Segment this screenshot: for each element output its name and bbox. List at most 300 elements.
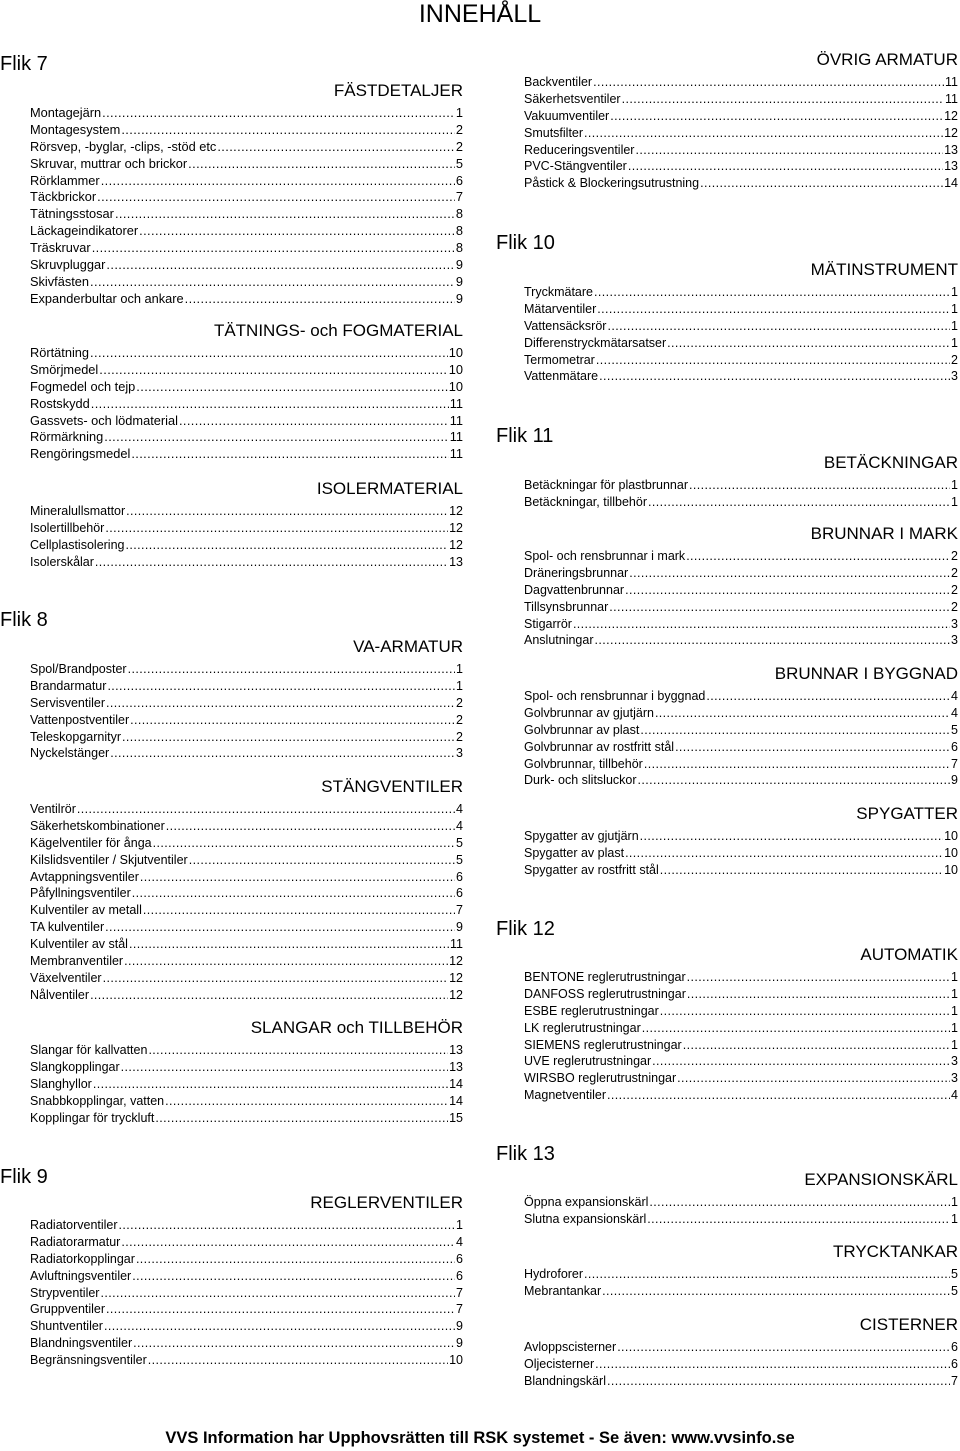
toc-entry-label: Skivfästen [30, 273, 90, 289]
toc-entry-label: DANFOSS reglerutrustningar [524, 986, 686, 1001]
toc-entry-label: Vattenmätare [524, 369, 599, 384]
toc-list [524, 1194, 958, 1228]
toc-entry-page: 11 [945, 91, 958, 106]
toc-entry-label: Kilslidsventiler / Skjutventiler [30, 852, 188, 867]
toc-entry-page: 3 [951, 616, 958, 631]
toc-entry[interactable] [524, 1373, 958, 1390]
toc-entry[interactable] [30, 1318, 463, 1335]
toc-entry-label: Nålventiler [30, 987, 90, 1002]
toc-entry[interactable] [524, 548, 958, 565]
toc-entry-page: 12 [449, 954, 463, 969]
toc-entry[interactable] [524, 969, 958, 986]
dot-leader [121, 1234, 455, 1251]
toc-entry-label: PVC-Stängventiler [524, 159, 627, 174]
dot-leader [573, 616, 950, 633]
toc-entry[interactable] [30, 936, 463, 953]
dot-leader [91, 396, 449, 413]
toc-entry-label: Radiatorkopplingar [30, 1251, 135, 1266]
section-heading: AUTOMATIK [860, 945, 958, 964]
toc-entry[interactable] [30, 429, 463, 446]
toc-entry-label: Kägelventiler för ånga [30, 835, 152, 850]
toc-list [524, 74, 958, 192]
toc-entry[interactable] [30, 554, 463, 571]
toc-entry-label: LK reglerutrustningar [524, 1020, 641, 1035]
dot-leader [140, 869, 455, 886]
toc-entry[interactable] [30, 173, 463, 190]
dot-leader [90, 987, 448, 1004]
toc-entry-page: 2 [951, 582, 958, 597]
toc-entry[interactable] [524, 632, 958, 649]
toc-entry[interactable] [30, 105, 463, 122]
toc-list [30, 661, 463, 762]
toc-entry-page: 5 [455, 155, 463, 171]
toc-entry-label: Cellplastisolering [30, 537, 125, 552]
toc-entry-page: 1 [951, 301, 958, 316]
dot-leader [101, 173, 455, 190]
toc-entry-label: Smutsfilter [524, 125, 584, 140]
section-heading: BRUNNAR I BYGGNAD [774, 664, 958, 683]
toc-entry[interactable] [524, 477, 958, 494]
toc-entry-label: Gruppventiler [30, 1302, 106, 1317]
toc-entry[interactable] [30, 745, 463, 762]
toc-entry[interactable] [30, 1268, 463, 1285]
toc-entry-label: Rengöringsmedel [30, 446, 131, 462]
toc-entry-page: 8 [455, 223, 463, 239]
toc-entry-page: 13 [449, 1043, 463, 1057]
dot-leader [77, 801, 455, 818]
toc-entry-page: 10 [448, 378, 463, 394]
toc-entry[interactable] [30, 661, 463, 678]
dot-leader [136, 379, 447, 396]
toc-entry-page: 4 [951, 1088, 958, 1103]
toc-entry-label: Dräneringsbrunnar [524, 565, 629, 580]
toc-entry[interactable] [30, 1234, 463, 1251]
toc-entry[interactable] [30, 520, 463, 537]
toc-entry[interactable] [30, 379, 463, 396]
section-heading: ISOLERMATERIAL [316, 479, 463, 498]
toc-entry-page: 2 [951, 549, 958, 563]
dot-leader [648, 494, 950, 511]
toc-entry-label: TA kulventiler [30, 920, 105, 935]
toc-entry[interactable] [30, 156, 463, 173]
toc-entry-page: 12 [449, 537, 463, 552]
dot-leader [104, 429, 448, 446]
dot-leader [683, 1037, 950, 1054]
toc-entry[interactable] [524, 1037, 958, 1054]
toc-entry-page: 11 [449, 412, 463, 428]
toc-entry-page: 1 [951, 986, 958, 1001]
toc-entry-label: Betäckningar för plastbrunnar [524, 478, 688, 492]
section-brunnar-i-mark [524, 524, 958, 649]
toc-entry[interactable] [30, 345, 463, 362]
toc-entry-page: 9 [456, 920, 463, 935]
toc-entry[interactable] [524, 108, 958, 125]
dot-leader [90, 345, 448, 362]
dot-leader [660, 1003, 950, 1020]
toc-entry[interactable] [524, 1211, 958, 1228]
toc-entry-label: Nyckelstänger [30, 746, 110, 761]
toc-entry[interactable] [524, 688, 958, 705]
toc-entry[interactable] [30, 362, 463, 379]
toc-entry-page: 2 [456, 695, 463, 710]
toc-entry-page: 6 [456, 1268, 463, 1283]
toc-entry[interactable] [524, 1003, 958, 1020]
toc-entry-page: 10 [944, 829, 958, 843]
toc-entry-label: Spygatter av gjutjärn [524, 829, 639, 843]
toc-entry-page: 1 [951, 1211, 958, 1226]
toc-entry-page: 7 [456, 1302, 463, 1317]
toc-entry-page: 3 [951, 1054, 958, 1069]
toc-entry[interactable] [30, 1352, 463, 1369]
toc-entry-page: 12 [944, 125, 958, 140]
toc-entry-label: Mineralullsmattor [30, 504, 126, 518]
toc-entry-page: 3 [951, 1071, 958, 1086]
toc-entry[interactable] [524, 845, 958, 862]
toc-entry[interactable] [30, 413, 463, 430]
toc-entry-label: WIRSBO reglerutrustningar [524, 1071, 677, 1086]
toc-entry[interactable] [524, 125, 958, 142]
toc-entry[interactable] [524, 862, 958, 879]
toc-entry-page: 11 [450, 937, 463, 952]
dot-leader [107, 678, 455, 695]
dot-leader [607, 1087, 950, 1104]
toc-entry[interactable] [524, 74, 958, 91]
toc-entry-label: Fogmedel och tejp [30, 378, 136, 394]
toc-entry-page: 12 [449, 504, 463, 518]
dot-leader [595, 632, 951, 649]
toc-entry[interactable] [30, 987, 463, 1004]
toc-entry-label: Rostskydd [30, 395, 90, 411]
toc-entry[interactable] [30, 139, 463, 156]
section-trycktankar [524, 1242, 958, 1300]
toc-entry-label: Membranventiler [30, 954, 124, 969]
toc-entry-page: 5 [456, 852, 463, 867]
flik-7-heading: Flik 7 [0, 53, 48, 75]
flik-12-heading: Flik 12 [496, 918, 555, 940]
dot-leader [128, 661, 455, 678]
toc-entry[interactable] [30, 537, 463, 554]
dot-leader [596, 352, 950, 369]
toc-entry[interactable] [524, 828, 958, 845]
toc-entry[interactable] [30, 206, 463, 223]
toc-entry[interactable] [524, 158, 958, 175]
toc-entry-page: 2 [456, 712, 463, 727]
toc-entry-page: 1 [455, 105, 463, 120]
toc-entry[interactable] [30, 1093, 463, 1110]
dot-leader [687, 969, 950, 986]
dot-leader [188, 156, 455, 173]
toc-entry-label: Radiatorarmatur [30, 1234, 121, 1249]
section-heading: TRYCKTANKAR [832, 1242, 958, 1261]
dot-leader [622, 91, 944, 108]
toc-entry[interactable] [524, 1070, 958, 1087]
toc-entry-page: 5 [951, 722, 958, 737]
toc-entry-label: Blandningsventiler [30, 1336, 133, 1351]
toc-entry-label: Slangar för kallvatten [30, 1043, 148, 1057]
dot-leader [106, 695, 455, 712]
toc-entry[interactable] [30, 970, 463, 987]
dot-leader [610, 108, 943, 125]
toc-entry-page: 2 [455, 138, 463, 154]
toc-entry-page: 6 [456, 1251, 463, 1266]
toc-entry-label: Stigarrör [524, 616, 572, 631]
toc-entry-page: 1 [951, 1020, 958, 1035]
dot-leader [119, 1217, 456, 1234]
dot-leader [139, 223, 455, 240]
dot-leader [133, 1335, 455, 1352]
toc-entry[interactable] [30, 953, 463, 970]
toc-entry[interactable] [30, 801, 463, 818]
toc-entry-page: 8 [455, 206, 463, 222]
toc-entry[interactable] [30, 712, 463, 729]
toc-entry-label: Vakuumventiler [524, 108, 610, 123]
toc-entry-label: Tillsynsbrunnar [524, 599, 609, 614]
section-heading: VA-ARMATUR [353, 637, 463, 656]
dot-leader [217, 139, 455, 156]
toc-entry-label: Hydroforer [524, 1267, 584, 1281]
section-heading: REGLERVENTILER [310, 1193, 463, 1212]
toc-entry[interactable] [524, 582, 958, 599]
toc-entry-page: 12 [449, 520, 463, 535]
section-heading: CISTERNER [859, 1315, 958, 1334]
toc-entry-label: Påfyllningsventiler [30, 886, 131, 901]
toc-entry-label: Golvbrunnar av gjutjärn [524, 705, 654, 720]
toc-entry-page: 6 [951, 1340, 958, 1354]
toc-entry-label: Täckbrickor [30, 189, 97, 205]
toc-entry-label: Rörtätning [30, 345, 90, 360]
toc-entry[interactable] [30, 695, 463, 712]
toc-entry[interactable] [524, 1283, 958, 1300]
toc-entry[interactable] [30, 1217, 463, 1234]
toc-entry-label: Radiatorventiler [30, 1218, 118, 1232]
toc-entry-page: 1 [951, 1037, 958, 1052]
toc-entry-page: 4 [456, 1234, 463, 1249]
toc-entry-label: UVE reglerutrustningar [524, 1054, 652, 1069]
section-heading: TÄTNINGS- och FOGMATERIAL [213, 321, 463, 340]
toc-entry[interactable] [524, 772, 958, 789]
toc-entry-page: 8 [455, 240, 463, 256]
toc-entry[interactable] [524, 722, 958, 739]
toc-entry-page: 9 [455, 257, 463, 273]
toc-entry[interactable] [30, 257, 463, 274]
toc-entry-label: Vattenpostventiler [30, 712, 130, 727]
toc-entry[interactable] [524, 1087, 958, 1104]
dot-leader [166, 818, 455, 835]
toc-entry-page: 10 [944, 845, 958, 860]
toc-entry[interactable] [30, 1042, 463, 1059]
toc-entry[interactable] [524, 1356, 958, 1373]
dot-leader [607, 318, 950, 335]
toc-entry-label: Växelventiler [30, 970, 102, 985]
dot-leader [129, 936, 449, 953]
toc-entry[interactable] [524, 705, 958, 722]
toc-entry-label: Ventilrör [30, 802, 76, 816]
toc-entry[interactable] [30, 291, 463, 308]
section-heading: ÖVRIG ARMATUR [816, 50, 958, 69]
toc-entry[interactable] [524, 301, 958, 318]
toc-entry[interactable] [30, 1251, 463, 1268]
toc-entry-page: 10 [448, 345, 463, 360]
toc-entry-page: 3 [951, 369, 958, 384]
toc-entry[interactable] [524, 352, 958, 369]
toc-entry-page: 3 [951, 633, 958, 648]
toc-entry[interactable] [30, 852, 463, 869]
toc-entry[interactable] [30, 274, 463, 291]
toc-entry-label: Mätarventiler [524, 301, 597, 316]
section-isolermaterial [30, 479, 463, 571]
toc-entry[interactable] [524, 599, 958, 616]
section-stangventiler [30, 777, 463, 1004]
dot-leader [640, 828, 943, 845]
toc-entry[interactable] [30, 1110, 463, 1127]
toc-entry[interactable] [30, 446, 463, 463]
toc-entry[interactable] [524, 1339, 958, 1356]
section-heading: STÄNGVENTILER [321, 777, 463, 796]
toc-entry[interactable] [524, 616, 958, 633]
dot-leader [92, 240, 455, 257]
toc-entry[interactable] [30, 189, 463, 206]
toc-list [30, 801, 463, 1004]
section-fastdetaljer [30, 81, 463, 308]
dot-leader [660, 862, 943, 879]
toc-entry[interactable] [524, 91, 958, 108]
dot-leader [675, 739, 950, 756]
toc-entry-label: Expanderbultar och ankare [30, 290, 184, 306]
section-betackningar [524, 453, 958, 511]
dot-leader [105, 919, 455, 936]
dot-leader [104, 1318, 455, 1335]
toc-entry-page: 4 [951, 689, 958, 703]
toc-entry-page: 2 [456, 729, 463, 744]
toc-entry-page: 14 [449, 1076, 463, 1091]
section-heading: SPYGATTER [856, 804, 958, 823]
toc-entry[interactable] [30, 1335, 463, 1352]
section-tatnings-och-fogmaterial [30, 321, 463, 463]
toc-entry[interactable] [524, 494, 958, 511]
toc-entry[interactable] [524, 756, 958, 773]
toc-entry[interactable] [30, 869, 463, 886]
dot-leader [609, 599, 950, 616]
toc-entry[interactable] [524, 284, 958, 301]
toc-entry[interactable] [30, 503, 463, 520]
section-heading: FÄSTDETALJER [333, 81, 463, 100]
toc-entry-page: 15 [449, 1110, 463, 1125]
dot-leader [667, 335, 950, 352]
toc-entry[interactable] [30, 223, 463, 240]
toc-entry-page: 4 [456, 818, 463, 833]
toc-entry[interactable] [524, 1194, 958, 1211]
toc-entry-page: 9 [951, 773, 958, 788]
toc-entry[interactable] [30, 240, 463, 257]
dot-leader [148, 1042, 448, 1059]
dot-leader [97, 189, 455, 206]
toc-entry[interactable] [30, 835, 463, 852]
toc-entry-page: 9 [456, 1319, 463, 1334]
toc-entry-page: 12 [944, 108, 958, 123]
toc-entry[interactable] [30, 885, 463, 902]
toc-entry[interactable] [30, 1076, 463, 1093]
toc-entry-page: 6 [456, 869, 463, 884]
toc-entry-page: 7 [456, 1285, 463, 1300]
toc-entry[interactable] [30, 919, 463, 936]
toc-entry[interactable] [524, 335, 958, 352]
toc-entry[interactable] [524, 1053, 958, 1070]
toc-entry-label: Kopplingar för tryckluft [30, 1110, 155, 1125]
section-expansionskarl [524, 1170, 958, 1228]
toc-entry[interactable] [524, 565, 958, 582]
toc-entry-label: Golvbrunnar av plast [524, 722, 640, 737]
toc-entry[interactable] [30, 818, 463, 835]
toc-entry-page: 2 [951, 565, 958, 580]
dot-leader [126, 537, 449, 554]
toc-entry-label: Blandningskärl [524, 1373, 606, 1388]
dot-leader [103, 970, 449, 987]
toc-entry-page: 2 [951, 352, 958, 367]
toc-entry[interactable] [30, 902, 463, 919]
dot-leader [99, 362, 447, 379]
toc-entry-page: 1 [456, 1218, 463, 1232]
toc-entry[interactable] [30, 1059, 463, 1076]
section-brunnar-i-byggnad [524, 664, 958, 789]
toc-entry-label: Säkerhetsventiler [524, 91, 621, 106]
dot-leader [602, 1283, 950, 1300]
toc-entry[interactable] [30, 122, 463, 139]
toc-entry[interactable] [524, 368, 958, 385]
toc-entry-page: 1 [951, 318, 958, 333]
flik-13-heading: Flik 13 [496, 1143, 555, 1165]
dot-leader [130, 712, 455, 729]
dot-leader [185, 291, 455, 308]
toc-entry-page: 1 [951, 335, 958, 350]
toc-list [30, 345, 463, 463]
toc-entry-label: Läckageindikatorer [30, 223, 139, 239]
toc-entry[interactable] [524, 142, 958, 159]
dot-leader [706, 688, 950, 705]
page-title: INNEHÅLL [418, 0, 542, 28]
toc-entry[interactable] [524, 986, 958, 1003]
dot-leader [132, 1268, 455, 1285]
toc-entry-page: 1 [951, 1003, 958, 1018]
toc-entry[interactable] [30, 678, 463, 695]
toc-entry-label: Spygatter av rostfritt stål [524, 862, 659, 877]
dot-leader [655, 705, 950, 722]
dot-leader [126, 503, 448, 520]
toc-list [524, 969, 958, 1104]
toc-entry[interactable] [524, 1266, 958, 1283]
toc-entry[interactable] [524, 1020, 958, 1037]
toc-entry[interactable] [524, 739, 958, 756]
toc-entry-page: 6 [951, 739, 958, 754]
toc-entry-label: Oljecisterner [524, 1356, 595, 1371]
toc-entry-page: 9 [456, 1336, 463, 1351]
toc-entry-label: BENTONE reglerutrustningar [524, 970, 686, 984]
toc-entry-page: 4 [951, 705, 958, 720]
dot-leader [628, 158, 943, 175]
section-ovrig-armatur [524, 50, 958, 192]
toc-entry[interactable] [524, 318, 958, 335]
dot-leader [644, 756, 950, 773]
toc-entry-page: 11 [449, 429, 463, 445]
dot-leader [136, 1251, 455, 1268]
toc-entry[interactable] [524, 175, 958, 192]
toc-entry[interactable] [30, 1285, 463, 1302]
toc-entry-label: Montagejärn [30, 105, 102, 120]
toc-entry[interactable] [30, 729, 463, 746]
toc-entry-page: 1 [951, 285, 958, 299]
toc-entry[interactable] [30, 1301, 463, 1318]
toc-entry[interactable] [30, 396, 463, 413]
dot-leader [640, 722, 950, 739]
